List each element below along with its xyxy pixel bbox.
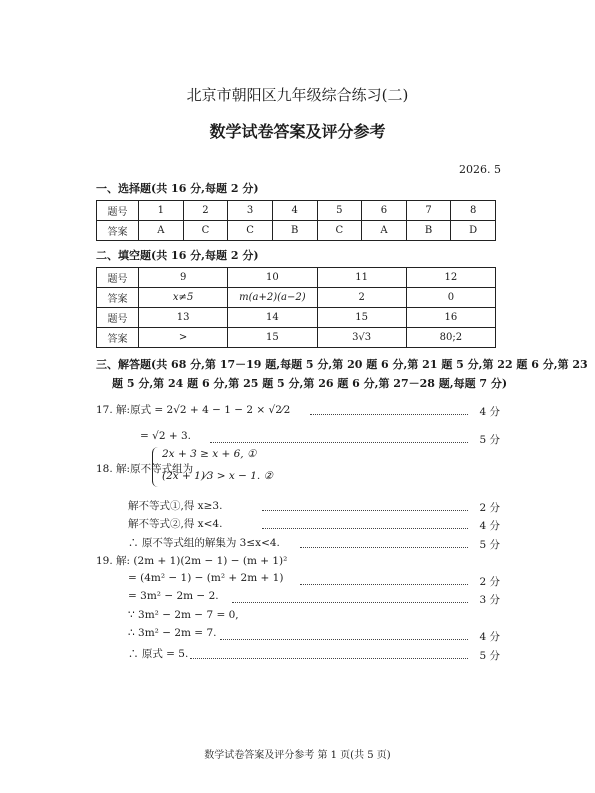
dotted-leader bbox=[210, 442, 468, 443]
q19-line3: ∵ 3m² − 2m − 7 = 0, bbox=[128, 609, 239, 621]
q19-line2: = 3m² − 2m − 2. bbox=[128, 590, 219, 602]
dotted-leader bbox=[300, 584, 468, 585]
row-label-number: 题号 bbox=[97, 201, 139, 221]
cell-number: 4 bbox=[272, 201, 317, 221]
cell-number: 12 bbox=[406, 268, 495, 288]
cell-number: 13 bbox=[139, 308, 228, 328]
cell-number: 10 bbox=[228, 268, 317, 288]
q17-line2: = √2 + 3. bbox=[140, 430, 191, 442]
dotted-leader bbox=[300, 547, 468, 548]
cell-number: 8 bbox=[451, 201, 496, 221]
cell-answer: D bbox=[451, 221, 496, 241]
cell-number: 1 bbox=[139, 201, 184, 221]
q18-inequality1: 2x + 3 ≥ x + 6, ① bbox=[162, 448, 257, 460]
section3-heading-line1: 三、解答题(共 68 分,第 17－19 题,每题 5 分,第 20 题 6 分,第 21 题 5 分,第 22 题 6 分,第 23 bbox=[96, 358, 588, 371]
cell-answer: C bbox=[228, 221, 273, 241]
q19-score2: 3 分 bbox=[479, 594, 500, 606]
cell-number: 16 bbox=[406, 308, 495, 328]
exam-title: 北京市朝阳区九年级综合练习(二) bbox=[186, 86, 409, 104]
cell-number: 6 bbox=[362, 201, 407, 221]
system-brace bbox=[152, 447, 159, 487]
q17-score2: 5 分 bbox=[479, 434, 500, 446]
cell-number: 5 bbox=[317, 201, 362, 221]
cell-answer: C bbox=[183, 221, 228, 241]
section1-heading: 一、选择题(共 16 分,每题 2 分) bbox=[96, 182, 259, 195]
cell-answer: m(a+2)(a−2) bbox=[228, 288, 317, 308]
cell-answer: A bbox=[362, 221, 407, 241]
dotted-leader bbox=[190, 658, 468, 659]
dotted-leader bbox=[262, 528, 468, 529]
cell-number: 3 bbox=[228, 201, 273, 221]
cell-answer: > bbox=[139, 328, 228, 348]
cell-answer: 80;2 bbox=[406, 328, 495, 348]
cell-answer: A bbox=[139, 221, 184, 241]
q18-step3: ∴ 原不等式组的解集为 3≤x<4. bbox=[128, 537, 280, 549]
row-label-number: 题号 bbox=[97, 308, 139, 328]
cell-answer: 2 bbox=[317, 288, 406, 308]
cell-answer: B bbox=[406, 221, 451, 241]
row-label-answer: 答案 bbox=[97, 328, 139, 348]
q19-score1: 2 分 bbox=[479, 576, 500, 588]
page-footer: 数学试卷答案及评分参考 第 1 页(共 5 页) bbox=[204, 750, 391, 761]
q18-intro: 18. 解:原不等式组为 bbox=[96, 463, 194, 475]
cell-number: 7 bbox=[406, 201, 451, 221]
section2-table bbox=[96, 267, 496, 348]
q18-inequality2: (2x + 1)⁄3 > x − 1. ② bbox=[162, 470, 274, 482]
cell-answer: 0 bbox=[406, 288, 495, 308]
document-subtitle: 数学试卷答案及评分参考 bbox=[209, 122, 386, 141]
cell-number: 11 bbox=[317, 268, 406, 288]
q18-score1: 2 分 bbox=[479, 502, 500, 514]
q19-line5: ∴ 原式 = 5. bbox=[128, 648, 189, 660]
cell-answer: C bbox=[317, 221, 362, 241]
q18-step2: 解不等式②,得 x<4. bbox=[128, 518, 223, 530]
table-row bbox=[97, 308, 496, 328]
cell-number: 9 bbox=[139, 268, 228, 288]
q19-line0: 19. 解: (2m + 1)(2m − 1) − (m + 1)² bbox=[96, 555, 288, 567]
table-row bbox=[97, 288, 496, 308]
exam-date: 2026. 5 bbox=[459, 163, 501, 176]
section1-table bbox=[96, 200, 496, 241]
cell-answer: x≠5 bbox=[139, 288, 228, 308]
table-row bbox=[97, 221, 496, 241]
q19-line4: ∴ 3m² − 2m = 7. bbox=[128, 627, 217, 639]
table-row bbox=[97, 201, 496, 221]
cell-number: 15 bbox=[317, 308, 406, 328]
dotted-leader bbox=[232, 602, 468, 603]
q19-line1: = (4m² − 1) − (m² + 2m + 1) bbox=[128, 572, 284, 584]
q19-score4: 4 分 bbox=[479, 631, 500, 643]
table-row bbox=[97, 328, 496, 348]
row-label-answer: 答案 bbox=[97, 288, 139, 308]
dotted-leader bbox=[262, 510, 468, 511]
q17-score1: 4 分 bbox=[479, 406, 500, 418]
table-row bbox=[97, 268, 496, 288]
dotted-leader bbox=[310, 414, 468, 415]
section3-heading-line2: 题 5 分,第 24 题 6 分,第 25 题 5 分,第 26 题 6 分,第 27－28 题,每题 7 分) bbox=[112, 377, 508, 390]
q17-line1: 17. 解:原式 = 2√2 + 4 − 1 − 2 × √2⁄2 bbox=[96, 404, 291, 416]
section2-heading: 二、填空题(共 16 分,每题 2 分) bbox=[96, 249, 259, 262]
q19-score5: 5 分 bbox=[479, 650, 500, 662]
cell-answer: B bbox=[272, 221, 317, 241]
q18-score2: 4 分 bbox=[479, 520, 500, 532]
q18-step1: 解不等式①,得 x≥3. bbox=[128, 500, 223, 512]
cell-number: 14 bbox=[228, 308, 317, 328]
cell-answer: 3√3 bbox=[317, 328, 406, 348]
row-label-number: 题号 bbox=[97, 268, 139, 288]
cell-answer: 15 bbox=[228, 328, 317, 348]
row-label-answer: 答案 bbox=[97, 221, 139, 241]
cell-number: 2 bbox=[183, 201, 228, 221]
q18-score3: 5 分 bbox=[479, 539, 500, 551]
dotted-leader bbox=[220, 639, 468, 640]
